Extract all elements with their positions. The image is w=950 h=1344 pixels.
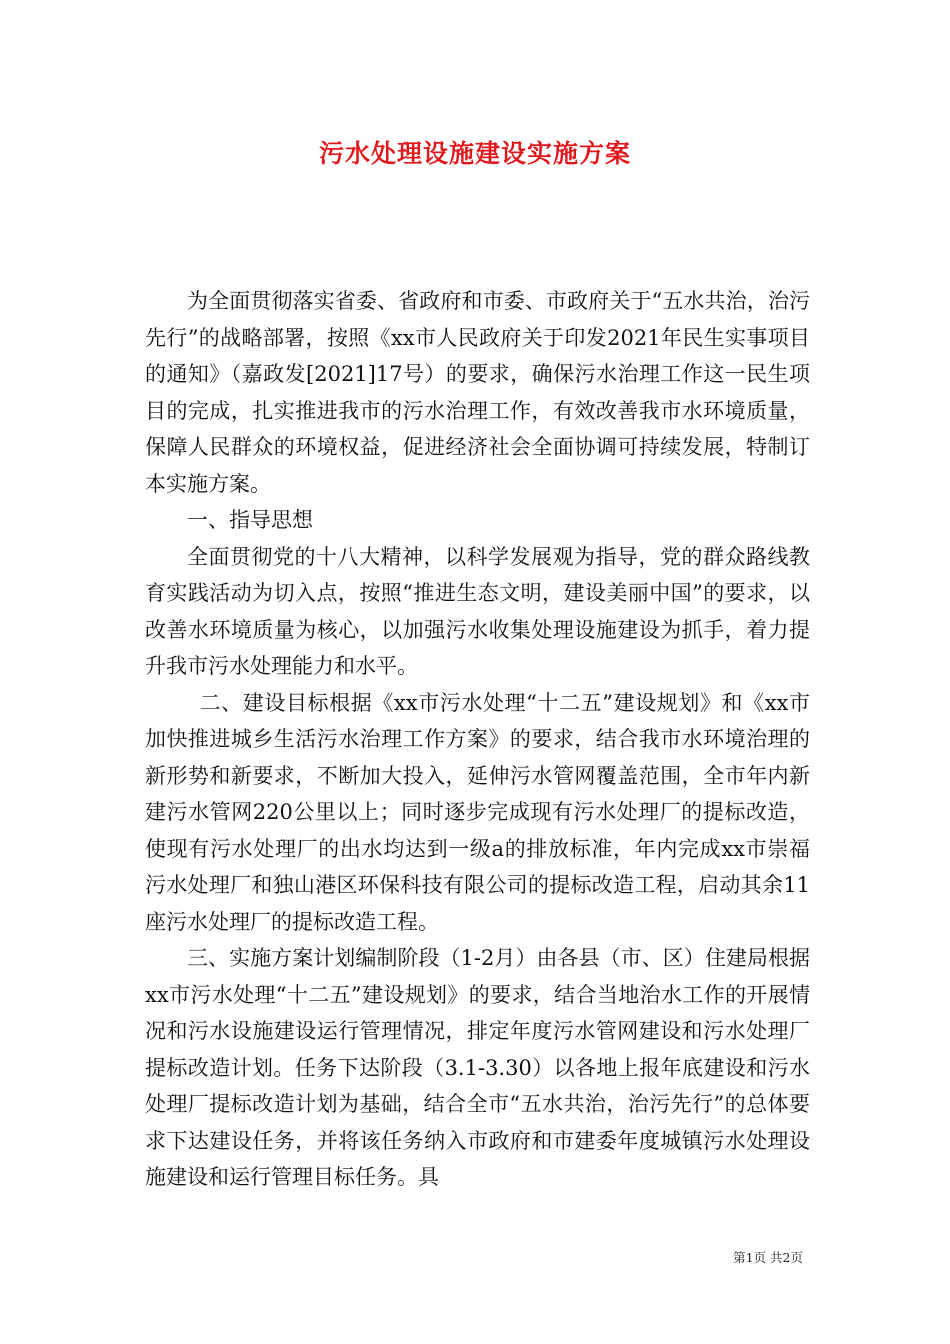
page-number: 第1页 共2页 (733, 1250, 803, 1265)
document-body (145, 283, 810, 1196)
paragraph-guiding-ideology: 全面贯彻党的十八大精神，以科学发展观为指导，党的群众路线教育实践活动为切入点，按照“推进生态文明，建设美丽中国”的要求，以改善水环境质量为核心，以加强污水收集处理设施建设为抓手，着力提升我市污水处理能力和水平。 (145, 544, 810, 678)
paragraph-implementation-plan: 三、实施方案计划编制阶段（1-2月）由各县（市、区）住建局根据xx市污水处理“十二五”建设规划》的要求，结合当地治水工作的开展情况和污水设施建设运行管理情况，排定年度污水管网建设和污水处理厂提标改造计划。任务下达阶段（3.1-3.30）以各地上报年底建设和污水处理厂提标改造计划为基础，结合全市“五水共治，治污先行”的总体要求下达建设任务，并将该任务纳入市政府和市建委年度城镇污水处理设施建设和运行管理目标任务。具 (145, 946, 810, 1189)
paragraph-intro: 为全面贯彻落实省委、省政府和市委、市政府关于“五水共治，治污先行”的战略部署，按照《xx市人民政府关于印发2021年民生实事项目的通知》（嘉政发[2021]17号）的要求，确保污水治理工作这一民生项目的完成，扎实推进我市的污水治理工作，有效改善我市水环境质量，保障人民群众的环境权益，促进经济社会全面协调可持续发展，特制订本实施方案。 (145, 289, 810, 496)
document-title: 污水处理设施建设实施方案 (318, 139, 631, 168)
section-heading-guiding-ideology: 一、指导思想 (187, 508, 313, 532)
paragraph-construction-goals: 二、建设目标根据《xx市污水处理“十二五”建设规划》和《xx市加快推进城乡生活污水治理工作方案》的要求，结合我市水环境治理的新形势和新要求，不断加大投入，延伸污水管网覆盖范围，全市年内新建污水管网220公里以上；同时逐步完成现有污水处理厂的提标改造，使现有污水处理厂的出水均达到一级a的排放标准，年内完成xx市崇福污水处理厂和独山港区环保科技有限公司的提标改造工程，启动其余11座污水处理厂的提标改造工程。 (145, 690, 810, 934)
